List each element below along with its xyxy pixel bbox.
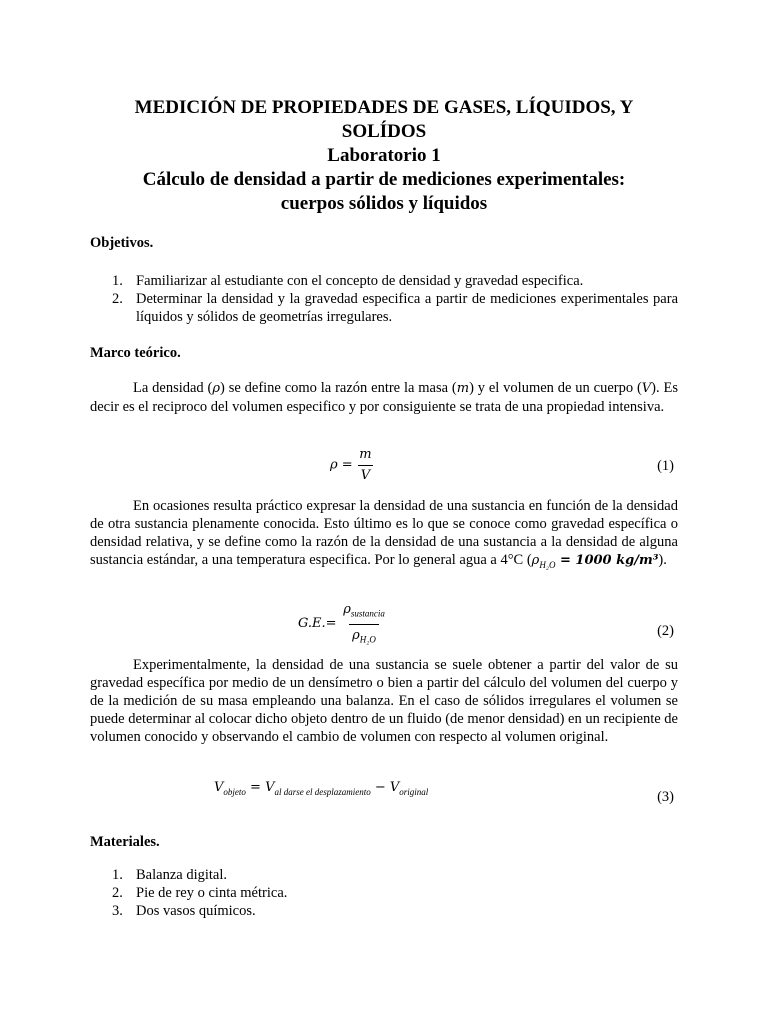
list-number: 1.: [112, 273, 123, 289]
title-line-4: Cálculo de densidad a partir de mediciones experimentales:: [142, 169, 626, 190]
text-run: ) se define como la razón entre la masa (: [220, 380, 457, 396]
eq2-fraction: [340, 600, 388, 648]
subscript: objeto: [223, 786, 246, 797]
equation-number: (3): [657, 789, 674, 805]
eq2-numerator: [340, 600, 388, 624]
text-run: La densidad (: [133, 380, 213, 396]
text-run: En ocasiones resulta práctico expresar la densidad de una sustancia en función de la densidad de otra sustancia plenamente conocida. Esto último es lo que se conoce como gravedad específica o densidad relativa, y se define como la razón de la densidad de una sustancia a la densidad de alguna sustancia estándar, a una temperatura especifica. Por lo general agua a 4°C: [90, 498, 678, 568]
eq1-fraction: [356, 446, 374, 485]
eq1-numerator: m: [359, 447, 372, 462]
eq2-denominator: [349, 624, 379, 649]
marco-paragraph-3: Experimentalmente, la densidad de una sustancia se suele obtener a partir del valor de su gravedad específica por medio de un densímetro o bien a partir del cálculo del volumen del cuerpo y de la medición de su masa empleando una balanza. En el caso de sólidos irregulares el volumen se puede determinar al colocar dicho objeto dentro de un fluido (de menor densidad) en un recipiente de volumen conocido y observando el cambio de volumen con respecto al volumen original.: [90, 657, 678, 745]
rho-symbol: ρ: [343, 602, 351, 617]
subscript: al darse el desplazamiento: [274, 786, 371, 797]
list-item: [90, 272, 678, 290]
objetivos-list: [90, 272, 678, 326]
eq1-lhs: ρ =: [330, 457, 353, 473]
volume-symbol: V: [265, 780, 275, 795]
equals-sign: =: [245, 780, 266, 795]
volume-symbol: V: [641, 381, 652, 396]
materiales-list: [90, 866, 678, 920]
mass-symbol: m: [456, 381, 470, 396]
list-number: 2.: [112, 291, 123, 307]
title-line-3: Laboratorio 1: [327, 145, 441, 166]
subscript: H₂O: [539, 559, 556, 570]
equation-1: [90, 446, 678, 486]
list-number: 1.: [112, 867, 123, 883]
eq2-lhs: G.E.=: [298, 616, 337, 632]
subscript: original: [399, 786, 429, 797]
document-title: [90, 96, 678, 216]
equation-number: (1): [657, 458, 674, 474]
equation-number: (2): [657, 623, 674, 639]
list-text: Dos vasos químicos.: [136, 903, 256, 919]
subscript: H₂O: [359, 634, 376, 645]
volume-symbol: V: [389, 780, 400, 795]
list-number: 2.: [112, 885, 123, 901]
list-item: [90, 866, 678, 884]
water-density-value: = 1000 kg/m³: [555, 553, 659, 568]
list-item: [90, 290, 678, 326]
text-run: (: [526, 552, 532, 568]
list-item: [90, 902, 678, 920]
eq1-denominator: V: [358, 465, 373, 485]
rho-symbol: ρ: [352, 627, 360, 643]
text-run: ).: [658, 552, 667, 568]
minus-sign: −: [370, 780, 390, 795]
list-text: Determinar la densidad y la gravedad especifica a partir de mediciones experimentales para líquidos y sólidos de geometrías irregulares.: [136, 291, 678, 325]
subscript: sustancia: [350, 608, 385, 619]
marco-heading: Marco teórico.: [90, 345, 181, 361]
list-number: 3.: [112, 903, 123, 919]
equation-3: [90, 778, 678, 818]
list-text: Pie de rey o cinta métrica.: [136, 885, 288, 901]
title-line-1: MEDICIÓN DE PROPIEDADES DE GASES, LÍQUIDOS, Y: [134, 97, 634, 118]
list-text: Familiarizar al estudiante con el concepto de densidad y gravedad especifica.: [136, 273, 584, 289]
objetivos-heading: Objetivos.: [90, 235, 154, 251]
text-run: ) y el volumen de un cuerpo (: [469, 380, 642, 396]
equation-2: [90, 600, 678, 645]
title-line-5: cuerpos sólidos y líquidos: [280, 193, 488, 214]
rho-symbol: ρ: [531, 553, 540, 568]
title-line-2: SOLÍDOS: [341, 121, 427, 142]
text-run: ). Es decir es el reciproco del volumen especifico y por consiguiente se trata de una propiedad intensiva.: [90, 380, 678, 415]
marco-paragraph-1: [90, 379, 678, 416]
list-text: Balanza digital.: [136, 867, 227, 883]
rho-symbol: ρ: [212, 381, 221, 396]
materiales-heading: Materiales.: [90, 834, 160, 850]
volume-symbol: V: [214, 780, 224, 795]
list-item: [90, 884, 678, 902]
marco-paragraph-2: [90, 497, 678, 574]
